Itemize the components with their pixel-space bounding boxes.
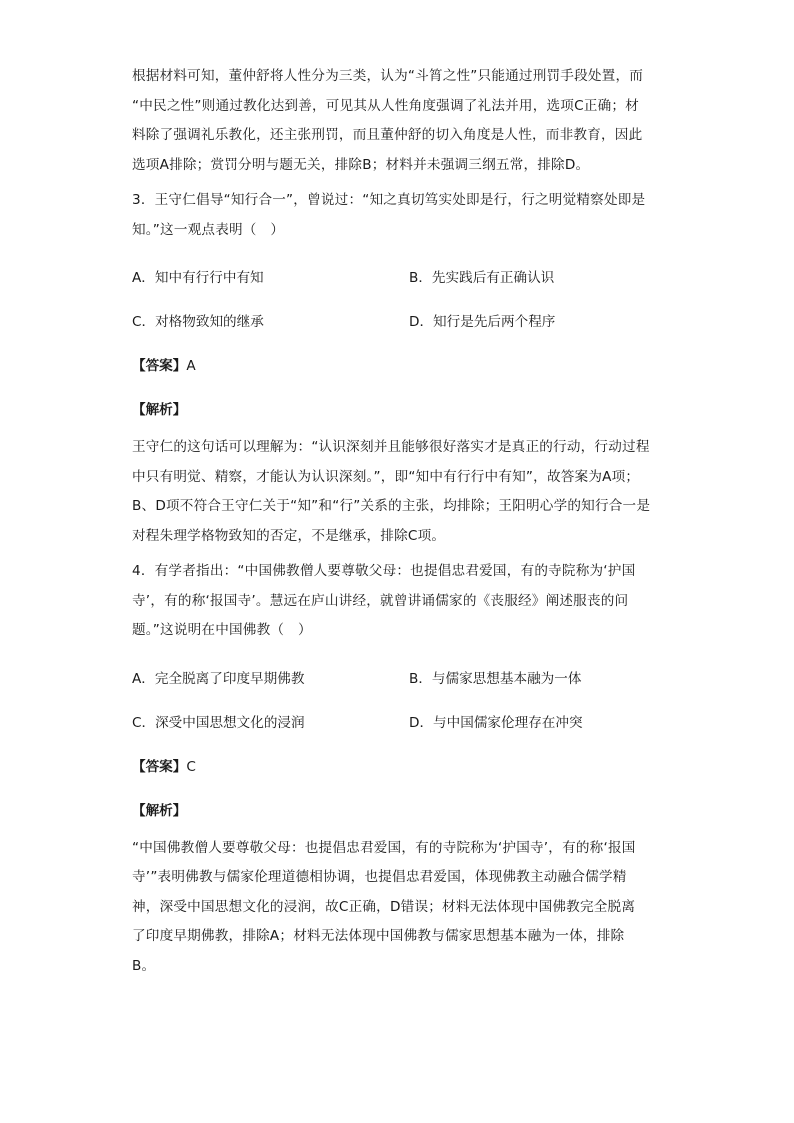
text-line: 选项A排除；赏罚分明与题无关，排除B；材料并未强调三纲五常，排除D。 <box>132 156 590 173</box>
text-line: B、D项不符合王守仁关于“知”和“行”关系的主张，均排除；王阳明心学的知行合一是 <box>132 498 651 514</box>
text-line: 中只有明觉、精察，才能认为认识深刻。”，即“知中有行行中有知”，故答案为A项； <box>132 468 640 485</box>
text-line: B。 <box>132 957 156 974</box>
question-options <box>132 668 662 734</box>
text-line: 知。”这一观点表明（ ） <box>132 221 285 238</box>
option-b: B．先实践后有正确认识 <box>409 270 555 286</box>
analysis-label: 【解析】 <box>132 402 187 418</box>
answer-line <box>132 355 662 377</box>
text-line: 神，深受中国思想文化的浸润，故C正确，D错误；材料无法体现中国佛教完全脱离 <box>132 898 636 915</box>
text-line: 寺’”表明佛教与儒家伦理道德相协调，也提倡忠君爱国，体现佛教主动融合儒学精 <box>132 869 627 885</box>
document-page <box>132 62 662 981</box>
text-line: 3．王守仁倡导“知行合一”，曾说过：“知之真切笃实处即是行，行之明觉精察处即是 <box>132 192 646 208</box>
text-line: 题。”这说明在中国佛教（ ） <box>132 622 312 638</box>
question-3 <box>132 186 662 551</box>
answer-line <box>132 756 662 778</box>
text-line: “中民之性”则通过教化达到善，可见其从人性角度强调了礼法并用，选项C正确；材 <box>132 97 639 114</box>
option-d: D．知行是先后两个程序 <box>409 314 556 330</box>
option-d: D．与中国儒家伦理存在冲突 <box>409 714 583 731</box>
text-line: 王守仁的这句话可以理解为：“认识深刻并且能够很好落实才是真正的行动，行动过程 <box>132 439 650 455</box>
option-b: B．与儒家思想基本融为一体 <box>409 670 582 687</box>
answer-value: C <box>186 758 196 775</box>
intro-explanation <box>132 62 662 180</box>
text-line: 了印度早期佛教，排除A；材料无法体现中国佛教与儒家思想基本融为一体，排除 <box>132 928 625 944</box>
option-c: C．对格物致知的继承 <box>132 314 264 330</box>
option-a: A．知中有行行中有知 <box>132 270 264 286</box>
question-stem <box>132 186 662 245</box>
text-line: 寺’，有的称‘报国寺’。慧远在庐山讲经，就曾讲诵儒家的《丧服经》阐述服丧的问 <box>132 592 629 609</box>
text-line: 4．有学者指出：“中国佛教僧人要尊敬父母：也提倡忠君爱国，有的寺院称为‘护国 <box>132 563 636 579</box>
text-line: 对程朱理学格物致知的否定，不是继承，排除C项。 <box>132 527 446 544</box>
text-line: “中国佛教僧人要尊敬父母：也提倡忠君爱国，有的寺院称为‘护国寺’，有的称‘报国 <box>132 839 636 856</box>
question-4 <box>132 557 662 981</box>
answer-label: 【答案】 <box>132 358 187 374</box>
question-stem <box>132 557 662 646</box>
option-c: C．深受中国思想文化的浸润 <box>132 714 305 731</box>
question-options <box>132 267 662 333</box>
analysis-text <box>132 834 662 982</box>
text-line: 料除了强调礼乐教化，还主张刑罚，而且董仲舒的切入角度是人性，而非教育，因此 <box>132 127 643 143</box>
analysis-text <box>132 433 662 551</box>
option-a: A．完全脱离了印度早期佛教 <box>132 670 305 687</box>
text-line: 根据材料可知，董仲舒将人性分为三类，认为“斗筲之性”只能通过刑罚手段处置，而 <box>132 68 644 84</box>
answer-label: 【答案】 <box>132 758 187 775</box>
analysis-label: 【解析】 <box>132 802 187 819</box>
answer-value: A <box>186 358 196 374</box>
